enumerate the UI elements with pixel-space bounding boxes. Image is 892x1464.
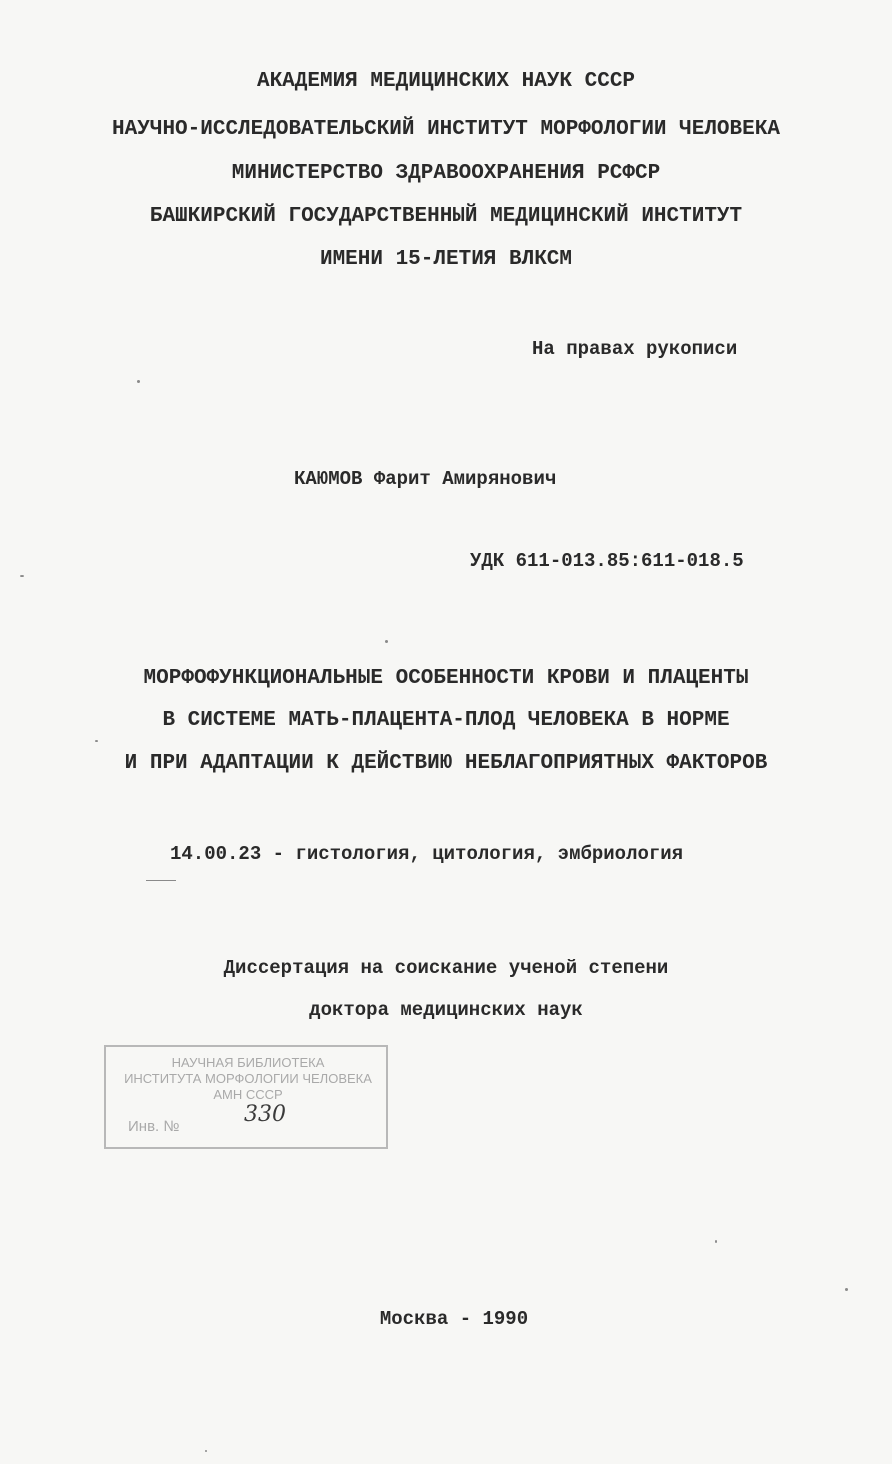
- library-stamp: [104, 1045, 388, 1149]
- thesis-title-line-2: В СИСТЕМЕ МАТЬ-ПЛАЦЕНТА-ПЛОД ЧЕЛОВЕКА В НОРМЕ: [162, 709, 730, 732]
- scan-speck: [205, 1450, 207, 1452]
- place-and-year: Москва - 1990: [379, 1308, 529, 1330]
- specialty-code: 14.00.23 - гистология, цитология, эмбриология: [170, 843, 684, 865]
- scan-speck: [146, 880, 176, 881]
- scan-speck: [385, 640, 388, 643]
- scan-speck: [715, 1240, 717, 1243]
- scan-speck: [845, 1288, 848, 1291]
- degree-line-1: Диссертация на соискание ученой степени: [223, 957, 669, 979]
- author-name: КАЮМОВ Фарит Амирянович: [294, 468, 557, 490]
- stamp-inventory-label: Инв. №: [128, 1118, 180, 1135]
- scan-speck: [20, 575, 24, 577]
- header-academy: АКАДЕМИЯ МЕДИЦИНСКИХ НАУК СССР: [256, 70, 636, 93]
- header-university-name: ИМЕНИ 15-ЛЕТИЯ ВЛКСМ: [319, 248, 573, 271]
- header-ministry: МИНИСТЕРСТВО ЗДРАВООХРАНЕНИЯ РСФСР: [231, 162, 661, 185]
- scan-speck: [137, 380, 140, 383]
- thesis-title-line-1: МОРФОФУНКЦИОНАЛЬНЫЕ ОСОБЕННОСТИ КРОВИ И ПЛАЦЕНТЫ: [143, 667, 749, 690]
- stamp-line-3: АМН СССР: [213, 1087, 283, 1102]
- stamp-inventory-number: 330: [244, 1102, 286, 1127]
- manuscript-note: На правах рукописи: [532, 338, 738, 360]
- stamp-line-1: НАУЧНАЯ БИБЛИОТЕКА: [171, 1055, 325, 1070]
- thesis-title-line-3: И ПРИ АДАПТАЦИИ К ДЕЙСТВИЮ НЕБЛАГОПРИЯТНЫХ ФАКТОРОВ: [124, 752, 768, 775]
- header-university: БАШКИРСКИЙ ГОСУДАРСТВЕННЫЙ МЕДИЦИНСКИЙ ИНСТИТУТ: [149, 205, 743, 228]
- scan-speck: [95, 740, 98, 742]
- udk-code: УДК 611-013.85:611-018.5: [470, 550, 744, 572]
- stamp-line-2: ИНСТИТУТА МОРФОЛОГИИ ЧЕЛОВЕКА: [124, 1071, 372, 1086]
- header-institute: НАУЧНО-ИССЛЕДОВАТЕЛЬСКИЙ ИНСТИТУТ МОРФОЛОГИИ ЧЕЛОВЕКА: [112, 118, 780, 141]
- degree-line-2: доктора медицинских наук: [309, 999, 583, 1021]
